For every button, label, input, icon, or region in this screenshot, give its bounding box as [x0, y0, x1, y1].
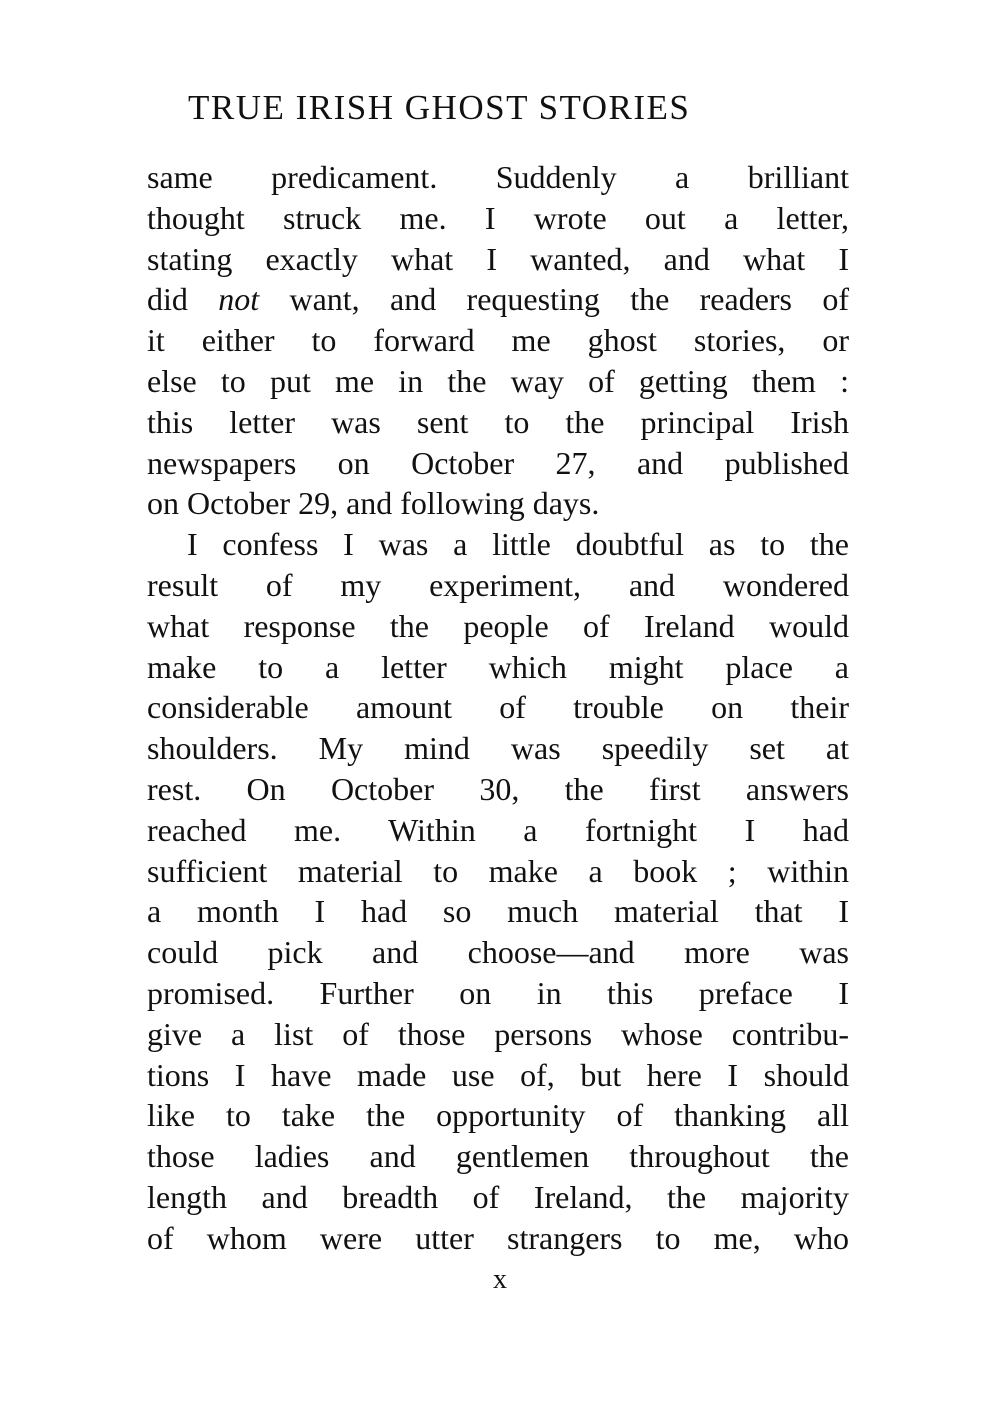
text-line: same predicament. Suddenly a brilliant [147, 159, 849, 195]
text-line: sufficient material to make a book ; within [147, 852, 849, 889]
body-text [147, 157, 849, 1259]
page-number: x [493, 1264, 507, 1295]
text-line: tions I have made use of, but here I should [147, 1056, 849, 1093]
text-line: result of my experiment, and wondered [147, 566, 849, 603]
text-line: rest. On October 30, the first answers [147, 770, 849, 807]
text-line: else to put me in the way of getting them : [147, 362, 849, 399]
text-line: could pick and choose—and more was [147, 934, 849, 971]
text-line: those ladies and gentlemen throughout the [147, 1138, 849, 1175]
text-line: newspapers on October 27, and published [147, 444, 849, 481]
text-line [147, 279, 849, 320]
text-line: a month I had so much material that I [147, 893, 849, 930]
text-line: of whom were utter strangers to me, who [147, 1219, 849, 1256]
text-line: shoulders. My mind was speedily set at [147, 730, 849, 767]
text-line: give a list of those persons whose contribu- [147, 1015, 849, 1052]
text-line: this letter was sent to the principal Irish [147, 403, 849, 440]
paragraph-2 [147, 524, 849, 1258]
text-line: like to take the opportunity of thanking all [147, 1097, 849, 1134]
text-line: thought struck me. I wrote out a letter, [147, 199, 849, 236]
text-line: stating exactly what I wanted, and what I [147, 240, 849, 277]
text-line: considerable amount of trouble on their [147, 689, 849, 726]
running-head: TRUE IRISH GHOST STORIES [188, 88, 691, 127]
text-run: want, and requesting the readers of [259, 281, 849, 318]
paragraph-1 [147, 157, 849, 524]
text-line: what response the people of Ireland would [147, 607, 849, 644]
text-line: on October 29, and following days. [147, 485, 600, 522]
text-line: it either to forward me ghost stories, or [147, 322, 849, 359]
text-line: I confess I was a little doubtful as to the [187, 526, 849, 563]
text-line: reached me. Within a fortnight I had [147, 811, 849, 848]
text-line: make to a letter which might place a [147, 648, 849, 685]
italic-word: not [218, 281, 260, 318]
text-run: did [147, 281, 219, 318]
text-line: promised. Further on in this preface I [147, 974, 849, 1011]
text-line: length and breadth of Ireland, the majority [147, 1178, 849, 1215]
